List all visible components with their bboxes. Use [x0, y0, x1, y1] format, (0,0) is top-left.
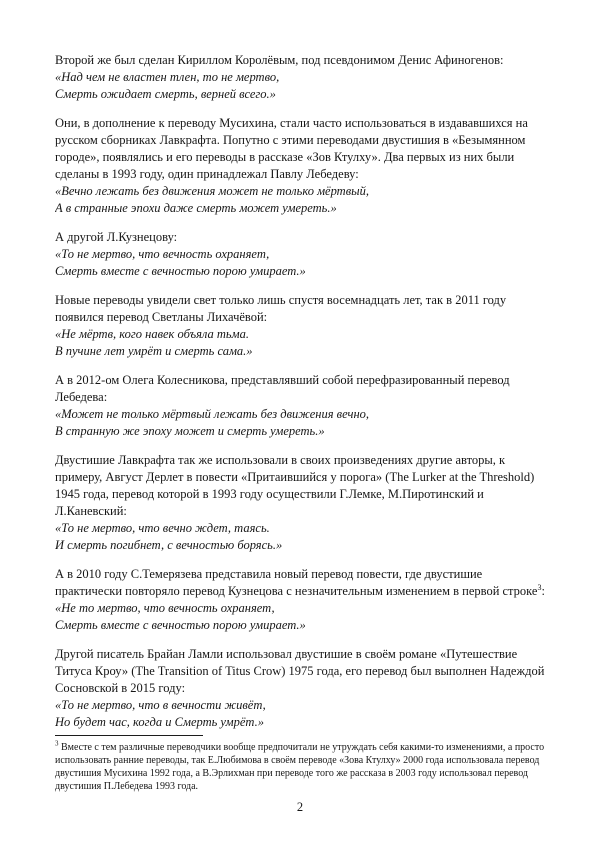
paragraph: Новые переводы увидели свет только лишь спустя восемнадцать лет, так в 2011 году появился перевод Светланы Лихачёвой:	[55, 293, 507, 324]
quote-line: В странную же эпоху может и смерть умереть.»	[55, 424, 325, 438]
paragraph: Они, в дополнение к переводу Мусихина, стали часто использоваться в издававшихся на русском сборниках Лавкрафта. Попутно с этими переводами двустишия в «Безымянном городе», появлялись и его переводы в рассказе «Зов Ктулху». Два первых из них были сделаны в 1993 году, один принадлежал Павлу Лебедеву:	[55, 116, 528, 181]
text-section	[55, 646, 545, 731]
quote-line: «Вечно лежать без движения может не только мёртвый,	[55, 184, 369, 198]
paragraph: Другой писатель Брайан Ламли использовал двустишие в своём романе «Путешествие Титуса Кроу» (The Transition of Titus Crow) 1975 года, его перевод был выполнен Надеждой Сосновской в 2015 году:	[55, 647, 545, 695]
document-body	[55, 52, 545, 732]
paragraph: Второй же был сделан Кириллом Королёвым, под псевдонимом Денис Афиногенов:	[55, 53, 504, 67]
paragraph: А в 2012-ом Олега Колесникова, представлявший собой перефразированный перевод Лебедева:	[55, 373, 510, 404]
paragraph-text: А в 2010 году С.Темерязева представила новый перевод повести, где двустишие практически повторяло перевод Кузнецова с незначительным изменением в первой строке	[55, 567, 538, 598]
paragraph: Двустишие Лавкрафта так же использовали в своих произведениях другие авторы, к примеру, Август Дерлет в повести «Притаившийся у порога» (The Lurker at the Threshold) 1945 года, перевод которой в 1993 году осуществили Г.Лемке, М.Пиротинский и Л.Каневский:	[55, 453, 535, 518]
quote-line: «То не мертво, что вечно ждет, таясь.	[55, 521, 270, 535]
page-number: 2	[296, 800, 304, 814]
paragraph-with-footnote-ref	[55, 566, 545, 600]
text-section	[55, 52, 545, 103]
text-section	[55, 292, 545, 360]
quote-line: «То не мертво, что в вечности живёт,	[55, 698, 266, 712]
quote-line: «Над чем не властен тлен, то не мертво,	[55, 70, 280, 84]
text-section	[55, 566, 545, 634]
footnote-separator	[55, 735, 203, 736]
footnote-text	[55, 741, 545, 793]
text-section	[55, 229, 545, 280]
quote-line: Но будет час, когда и Смерть умрёт.»	[55, 715, 264, 729]
quote-line: «То не мертво, что вечность охраняет,	[55, 247, 270, 261]
text-section	[55, 115, 545, 217]
quote-line: Смерть ожидает смерть, верней всего.»	[55, 87, 276, 101]
text-section	[55, 452, 545, 554]
text-section	[55, 372, 545, 440]
footnote-marker: 3	[55, 739, 59, 748]
paragraph: А другой Л.Кузнецову:	[55, 230, 178, 244]
quote-line: И смерть погибнет, с вечностью борясь.»	[55, 538, 283, 552]
quote-line: «Может не только мёртвый лежать без движения вечно,	[55, 407, 370, 421]
footnote-body: Вместе с тем различные переводчики вообще предпочитали не утруждать себя какими-то изменениями, а просто использовать ранние переводы, так Е.Любимова в своём переводе «Зова Ктулху» 2000 года использовала перевод двустишия Мусихина 1992 года, а В.Эрлихман при переводе того же рассказа в 2003 году использовал перевод двустишия П.Лебедева 1993 года.	[55, 742, 545, 792]
quote-line: В пучине лет умрёт и смерть сама.»	[55, 344, 253, 358]
quote-line: Смерть вместе с вечностью порою умирает.»	[55, 618, 306, 632]
footnote-reference: 3	[537, 582, 542, 592]
quote-line: Смерть вместе с вечностью порою умирает.»	[55, 264, 306, 278]
quote-line: А в странные эпохи даже смерть может умереть.»	[55, 201, 337, 215]
paragraph-text: :	[541, 584, 545, 598]
quote-line: «Не мёртв, кого навек объяла тьма.	[55, 327, 249, 341]
quote-line: «Не то мертво, что вечность охраняет,	[55, 601, 275, 615]
footnote-area	[55, 729, 545, 793]
